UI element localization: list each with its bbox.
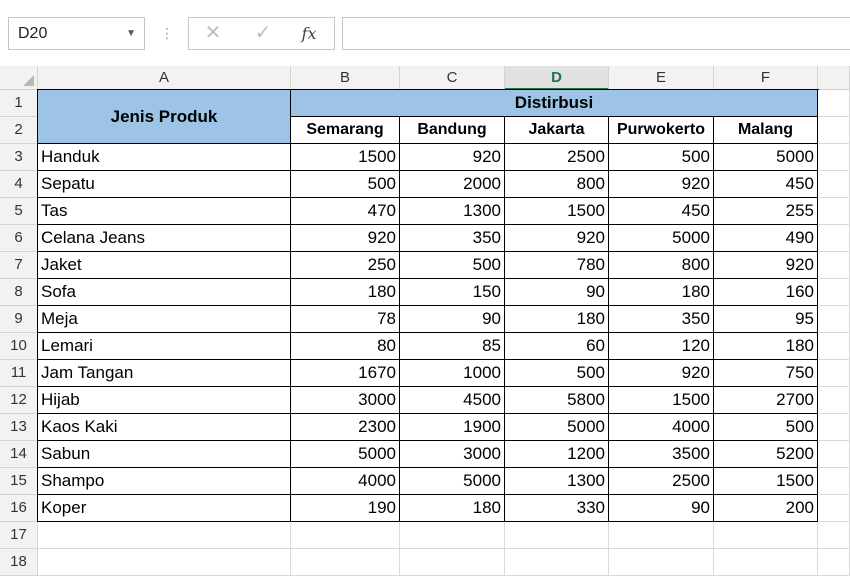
value-cell[interactable]: 255 — [714, 198, 818, 225]
row-header-13[interactable]: 13 — [0, 414, 38, 441]
value-cell[interactable]: 2500 — [505, 144, 609, 171]
grid-cell[interactable] — [818, 441, 850, 468]
row-header-18[interactable]: 18 — [0, 549, 38, 576]
grid-cell[interactable] — [38, 549, 291, 576]
value-cell[interactable]: 500 — [505, 360, 609, 387]
header-city-semarang[interactable]: Semarang — [291, 117, 400, 144]
header-city-malang[interactable]: Malang — [714, 117, 818, 144]
product-cell[interactable]: Sofa — [38, 279, 291, 306]
formula-buttons — [188, 17, 335, 50]
row-header-17[interactable]: 17 — [0, 522, 38, 549]
grid-cell[interactable] — [291, 522, 400, 549]
row-header-12[interactable]: 12 — [0, 387, 38, 414]
grid-cell[interactable] — [505, 522, 609, 549]
product-cell[interactable]: Sepatu — [38, 171, 291, 198]
row-header-9[interactable]: 9 — [0, 306, 38, 333]
value-cell[interactable]: 90 — [400, 306, 505, 333]
name-box-value: D20 — [18, 25, 48, 42]
grid-cell[interactable] — [714, 522, 818, 549]
row-header-8[interactable]: 8 — [0, 279, 38, 306]
value-cell[interactable]: 160 — [714, 279, 818, 306]
grid-cell[interactable] — [818, 171, 850, 198]
value-cell[interactable]: 5200 — [714, 441, 818, 468]
product-cell[interactable]: Sabun — [38, 441, 291, 468]
value-cell[interactable]: 5000 — [609, 225, 714, 252]
grid-cell[interactable] — [400, 522, 505, 549]
value-cell[interactable]: 3000 — [400, 441, 505, 468]
value-cell[interactable]: 920 — [609, 360, 714, 387]
grid-cell[interactable] — [505, 549, 609, 576]
header-jenis-produk[interactable]: Jenis Produk — [38, 90, 291, 144]
value-cell[interactable]: 920 — [714, 252, 818, 279]
insert-function-icon[interactable]: fx — [301, 24, 317, 43]
value-cell[interactable]: 1300 — [400, 198, 505, 225]
product-cell[interactable]: Koper — [38, 495, 291, 522]
product-cell[interactable]: Meja — [38, 306, 291, 333]
value-cell[interactable]: 920 — [400, 144, 505, 171]
grid-cell[interactable] — [818, 117, 850, 144]
grid-cell[interactable] — [818, 225, 850, 252]
grid-cell[interactable] — [818, 144, 850, 171]
value-cell[interactable]: 3000 — [291, 387, 400, 414]
row-header-11[interactable]: 11 — [0, 360, 38, 387]
grid-cell[interactable] — [38, 522, 291, 549]
grid-cell[interactable] — [818, 360, 850, 387]
value-cell[interactable]: 180 — [291, 279, 400, 306]
grid-cell[interactable] — [818, 549, 850, 576]
header-city-purwokerto[interactable]: Purwokerto — [609, 117, 714, 144]
value-cell[interactable]: 150 — [400, 279, 505, 306]
drag-handle-icon[interactable]: ⋮ — [160, 25, 174, 41]
grid-cell[interactable] — [609, 549, 714, 576]
row-header-4[interactable]: 4 — [0, 171, 38, 198]
value-cell[interactable]: 180 — [609, 279, 714, 306]
value-cell[interactable]: 85 — [400, 333, 505, 360]
formula-bar — [0, 0, 850, 66]
value-cell[interactable]: 5000 — [291, 441, 400, 468]
value-cell[interactable]: 490 — [714, 225, 818, 252]
value-cell[interactable]: 920 — [291, 225, 400, 252]
value-cell[interactable]: 2500 — [609, 468, 714, 495]
product-cell[interactable]: Kaos Kaki — [38, 414, 291, 441]
value-cell[interactable]: 4000 — [291, 468, 400, 495]
value-cell[interactable]: 90 — [505, 279, 609, 306]
column-header-e[interactable]: E — [609, 66, 714, 90]
value-cell[interactable]: 1670 — [291, 360, 400, 387]
value-cell[interactable]: 180 — [505, 306, 609, 333]
value-cell[interactable]: 500 — [400, 252, 505, 279]
value-cell[interactable]: 800 — [505, 171, 609, 198]
value-cell[interactable]: 920 — [505, 225, 609, 252]
grid-cell[interactable] — [818, 306, 850, 333]
product-cell[interactable]: Celana Jeans — [38, 225, 291, 252]
value-cell[interactable]: 190 — [291, 495, 400, 522]
value-cell[interactable]: 920 — [609, 171, 714, 198]
product-cell[interactable]: Jaket — [38, 252, 291, 279]
chevron-down-icon[interactable]: ▼ — [126, 28, 136, 39]
formula-input[interactable] — [342, 17, 850, 50]
value-cell[interactable]: 1500 — [505, 198, 609, 225]
value-cell[interactable]: 1000 — [400, 360, 505, 387]
row-header-1[interactable]: 1 — [0, 90, 38, 117]
grid-cell[interactable] — [818, 90, 850, 117]
grid-cell[interactable] — [818, 387, 850, 414]
header-city-jakarta[interactable]: Jakarta — [505, 117, 609, 144]
product-cell[interactable]: Tas — [38, 198, 291, 225]
value-cell[interactable]: 1500 — [291, 144, 400, 171]
value-cell[interactable]: 4500 — [400, 387, 505, 414]
value-cell[interactable]: 180 — [400, 495, 505, 522]
column-header-c[interactable]: C — [400, 66, 505, 90]
product-cell[interactable]: Shampo — [38, 468, 291, 495]
value-cell[interactable]: 800 — [609, 252, 714, 279]
value-cell[interactable]: 780 — [505, 252, 609, 279]
value-cell[interactable]: 450 — [609, 198, 714, 225]
value-cell[interactable]: 450 — [714, 171, 818, 198]
select-all-button[interactable] — [0, 66, 38, 90]
column-header-d[interactable]: D — [505, 66, 609, 90]
row-header-2[interactable]: 2 — [0, 117, 38, 144]
value-cell[interactable]: 500 — [714, 414, 818, 441]
value-cell[interactable]: 4000 — [609, 414, 714, 441]
grid-cell[interactable] — [818, 414, 850, 441]
row-header-7[interactable]: 7 — [0, 252, 38, 279]
value-cell[interactable]: 80 — [291, 333, 400, 360]
grid-cell[interactable] — [609, 522, 714, 549]
value-cell[interactable]: 350 — [400, 225, 505, 252]
value-cell[interactable]: 2300 — [291, 414, 400, 441]
header-distribusi[interactable]: Distirbusi — [291, 90, 818, 117]
product-cell[interactable]: Lemari — [38, 333, 291, 360]
value-cell[interactable]: 250 — [291, 252, 400, 279]
value-cell[interactable]: 5000 — [714, 144, 818, 171]
value-cell[interactable]: 500 — [609, 144, 714, 171]
value-cell[interactable]: 2000 — [400, 171, 505, 198]
row-header-10[interactable]: 10 — [0, 333, 38, 360]
value-cell[interactable]: 750 — [714, 360, 818, 387]
column-header-f[interactable]: F — [714, 66, 818, 90]
value-cell[interactable]: 5000 — [505, 414, 609, 441]
value-cell[interactable]: 5000 — [400, 468, 505, 495]
enter-icon[interactable]: ✓ — [254, 22, 272, 44]
value-cell[interactable]: 200 — [714, 495, 818, 522]
grid-cell[interactable] — [400, 549, 505, 576]
row-header-3[interactable]: 3 — [0, 144, 38, 171]
value-cell[interactable]: 330 — [505, 495, 609, 522]
grid-cell[interactable] — [818, 279, 850, 306]
value-cell[interactable]: 350 — [609, 306, 714, 333]
grid-cell[interactable] — [818, 522, 850, 549]
value-cell[interactable]: 180 — [714, 333, 818, 360]
grid-cell[interactable] — [818, 468, 850, 495]
product-cell[interactable]: Jam Tangan — [38, 360, 291, 387]
grid-cell[interactable] — [818, 198, 850, 225]
column-header-g[interactable] — [818, 66, 850, 90]
value-cell[interactable]: 90 — [609, 495, 714, 522]
grid-cell[interactable] — [818, 495, 850, 522]
product-cell[interactable]: Hijab — [38, 387, 291, 414]
value-cell[interactable]: 1900 — [400, 414, 505, 441]
value-cell[interactable]: 95 — [714, 306, 818, 333]
name-box[interactable] — [8, 17, 145, 50]
value-cell[interactable]: 3500 — [609, 441, 714, 468]
product-cell[interactable]: Handuk — [38, 144, 291, 171]
value-cell[interactable]: 1200 — [505, 441, 609, 468]
column-header-b[interactable]: B — [291, 66, 400, 90]
value-cell[interactable]: 1300 — [505, 468, 609, 495]
value-cell[interactable]: 78 — [291, 306, 400, 333]
value-cell[interactable]: 500 — [291, 171, 400, 198]
value-cell[interactable]: 1500 — [609, 387, 714, 414]
grid-cell[interactable] — [714, 549, 818, 576]
value-cell[interactable]: 60 — [505, 333, 609, 360]
value-cell[interactable]: 2700 — [714, 387, 818, 414]
header-city-bandung[interactable]: Bandung — [400, 117, 505, 144]
value-cell[interactable]: 470 — [291, 198, 400, 225]
value-cell[interactable]: 5800 — [505, 387, 609, 414]
grid-cell[interactable] — [291, 549, 400, 576]
column-header-a[interactable]: A — [38, 66, 291, 90]
value-cell[interactable]: 1500 — [714, 468, 818, 495]
row-header-5[interactable]: 5 — [0, 198, 38, 225]
value-cell[interactable]: 120 — [609, 333, 714, 360]
grid-cell[interactable] — [818, 252, 850, 279]
row-header-6[interactable]: 6 — [0, 225, 38, 252]
row-header-16[interactable]: 16 — [0, 495, 38, 522]
grid-cell[interactable] — [818, 333, 850, 360]
cancel-icon[interactable]: ✕ — [204, 22, 222, 44]
row-header-15[interactable]: 15 — [0, 468, 38, 495]
row-header-14[interactable]: 14 — [0, 441, 38, 468]
